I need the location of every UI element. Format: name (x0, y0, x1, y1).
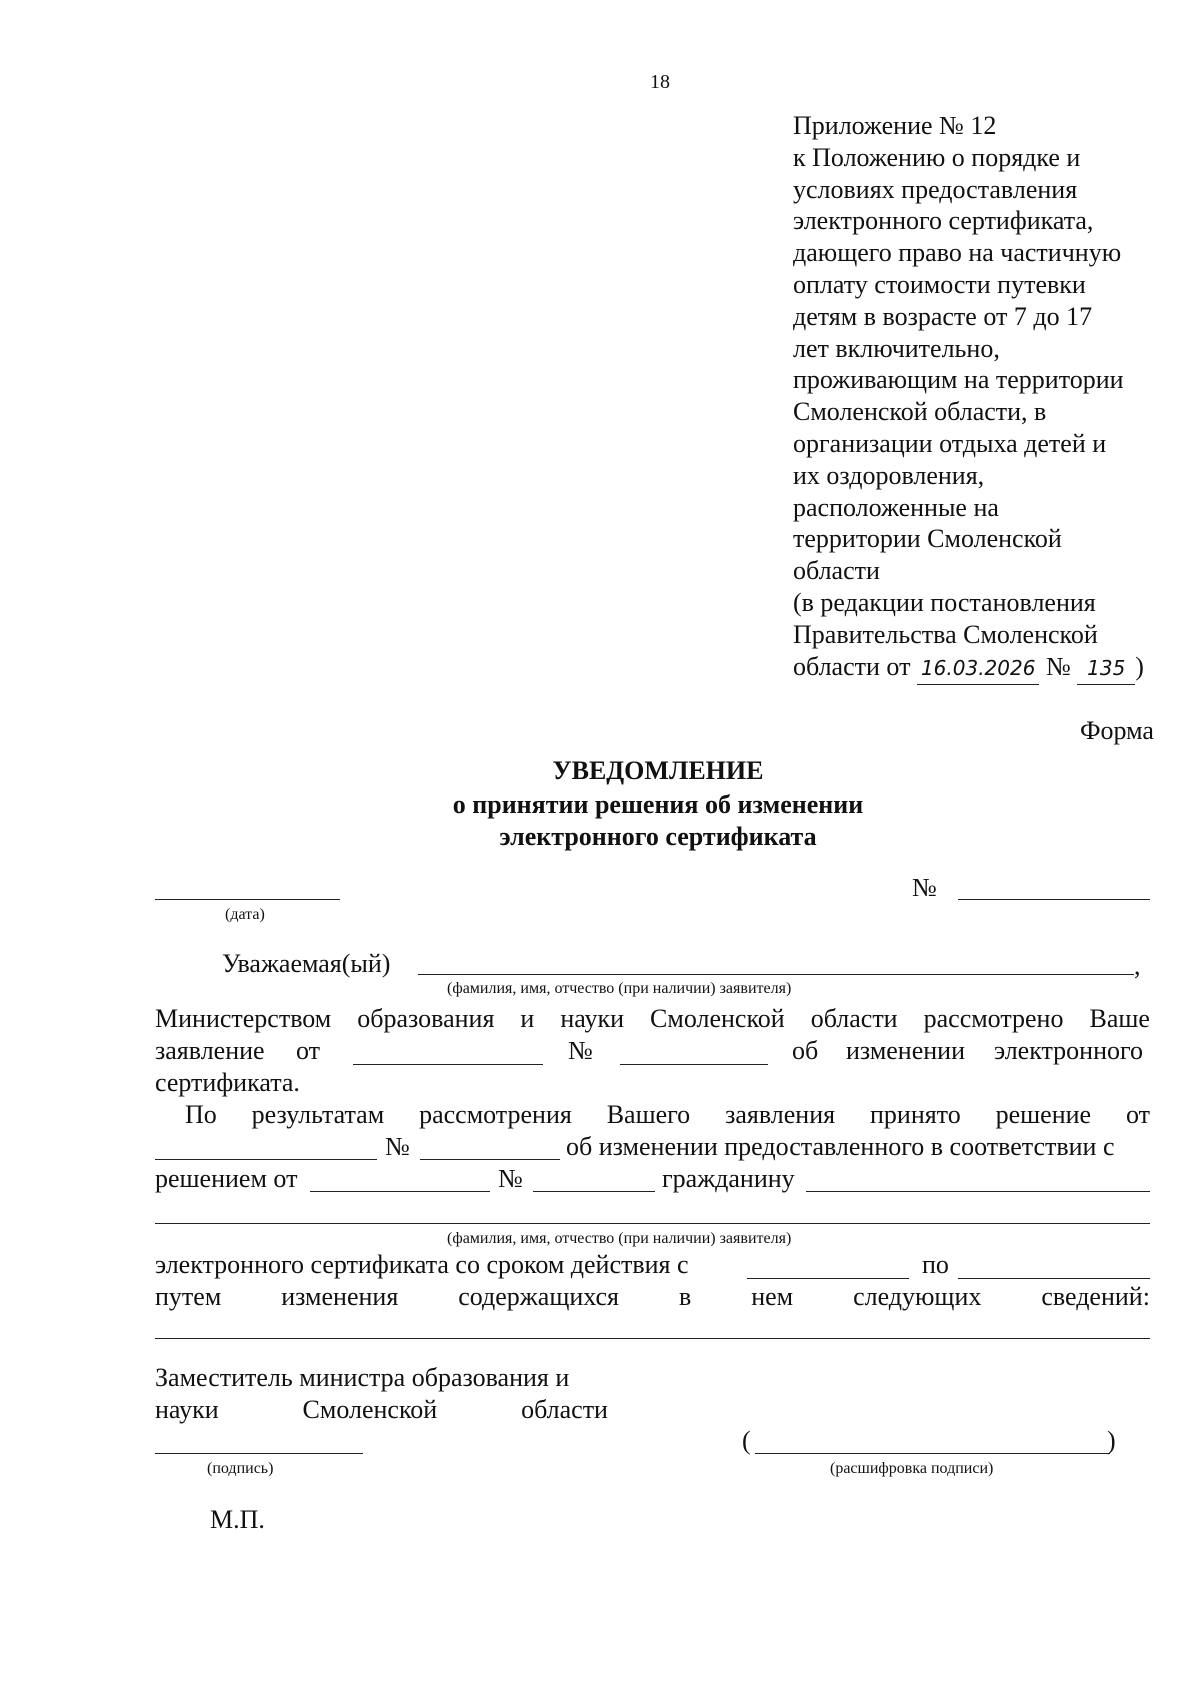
signatory-line-1: Заместитель министра образования и (155, 1363, 570, 1392)
para2-line-3-b: гражданину (662, 1164, 795, 1193)
para1-word: Министерством (155, 1004, 332, 1033)
decoding-open-paren: ( (742, 1426, 751, 1455)
decoding-close-paren: ) (1107, 1426, 1116, 1455)
para2-word: Вашего (606, 1100, 691, 1129)
para2-line-2-text: об изменении предоставленного в соответствии с (566, 1132, 1115, 1161)
appendix-line: условиях предоставления (793, 174, 1078, 204)
para1-word: и (520, 1004, 535, 1033)
greeting-comma: , (1134, 951, 1141, 980)
change-word: путем (155, 1282, 222, 1311)
handwritten-date: 16.03.2026 (917, 653, 1040, 686)
para1-word: Смоленской (650, 1004, 785, 1033)
appendix-line: лет включительно, (793, 333, 1000, 363)
para1-word: науки (560, 1004, 625, 1033)
appendix-line: детям в возрасте от 7 до 17 (793, 301, 1093, 331)
appendix-line: проживающим на территории (793, 365, 1124, 395)
date-caption: (дата) (225, 906, 265, 923)
notice-heading: УВЕДОМЛЕНИЕ (552, 756, 764, 785)
handwritten-number: 135 (1077, 653, 1135, 686)
change-word: нем (751, 1282, 794, 1311)
form-label: Форма (1080, 716, 1154, 745)
signature-caption: (подпись) (207, 1460, 274, 1477)
signature-line[interactable] (155, 1453, 363, 1454)
signature-decoding-line[interactable] (755, 1453, 1110, 1454)
decision-date-line[interactable] (155, 1159, 377, 1160)
appendix-block (793, 110, 1144, 685)
notice-number-sign: № (912, 873, 937, 902)
signatory-word: науки (155, 1395, 219, 1424)
para1-word: изменении (846, 1036, 966, 1065)
appendix-line: их оздоровления, (793, 460, 985, 490)
appendix-line: расположенные на (793, 492, 999, 522)
prior-decision-number-line[interactable] (533, 1191, 655, 1192)
validity-to-label: по (922, 1250, 949, 1279)
applicant-caption-2: (фамилия, имя, отчество (при наличии) заявителя) (447, 1230, 792, 1247)
para2-line-3-a: решением от (155, 1164, 298, 1193)
validity-to-line[interactable] (958, 1278, 1150, 1279)
applicant-name-line[interactable] (418, 974, 1134, 975)
para1-word: области (810, 1004, 898, 1033)
changes-details-line[interactable] (155, 1338, 1150, 1339)
signatory-line-2 (155, 1394, 608, 1426)
stamp-label: М.П. (210, 1505, 265, 1534)
notice-number-line[interactable] (958, 899, 1150, 900)
change-line (155, 1281, 1150, 1313)
appendix-line: территории Смоленской (793, 524, 1062, 554)
para1-line-3: сертификата. (155, 1068, 300, 1097)
para2-word: рассмотрения (419, 1100, 572, 1129)
para2-word: По (185, 1100, 217, 1129)
notice-subtitle-line-2: электронного сертификата (499, 822, 817, 851)
appendix-last-line (793, 651, 1144, 686)
appendix-line: Приложение № 12 (793, 111, 997, 140)
para2-word: решение (995, 1100, 1092, 1129)
appendix-line: организации отдыха детей и (793, 428, 1107, 458)
para1-word: от (296, 1036, 321, 1065)
para2-line-3-number-sign: № (498, 1164, 523, 1193)
citizen-name-full-line[interactable] (155, 1223, 1150, 1224)
para1-word: об (792, 1036, 819, 1065)
para2-line-1 (185, 1099, 1150, 1131)
appendix-line: (в редакции постановления (793, 587, 1096, 617)
application-number-line[interactable] (620, 1064, 768, 1065)
para1-word: образования (357, 1004, 495, 1033)
appendix-line: к Положению о порядке и (793, 142, 1081, 172)
greeting: Уважаемая(ый) (222, 949, 391, 978)
para2-word: от (1125, 1100, 1150, 1129)
appendix-number-sign: № (1045, 651, 1071, 681)
notice-subtitle-line-1: о принятии решения об изменении (452, 790, 864, 819)
para1-word: Ваше (1089, 1004, 1150, 1033)
application-date-line[interactable] (353, 1064, 543, 1065)
validity-from-line[interactable] (747, 1278, 909, 1279)
appendix-closing-paren: ) (1135, 651, 1144, 681)
para2-word: принято (869, 1100, 961, 1129)
para2-number-sign: № (385, 1132, 410, 1161)
para2-word: результатам (251, 1100, 385, 1129)
para2-word: заявления (725, 1100, 836, 1129)
appendix-line: дающего право на частичную (793, 238, 1122, 268)
signatory-word: области (521, 1395, 608, 1424)
change-word: изменения (281, 1282, 399, 1311)
change-word: сведений: (1041, 1282, 1150, 1311)
change-word: следующих (853, 1282, 982, 1311)
validity-text: электронного сертификата со сроком действия с (155, 1250, 689, 1279)
date-field-line[interactable] (155, 899, 340, 900)
para1-line-1 (155, 1003, 1150, 1035)
change-word: содержащихся (458, 1282, 619, 1311)
change-word: в (678, 1282, 692, 1311)
appendix-line: области (793, 556, 880, 586)
para1-word: рассмотрено (923, 1004, 1064, 1033)
citizen-name-line[interactable] (806, 1191, 1150, 1192)
decoding-caption: (расшифровка подписи) (830, 1460, 994, 1477)
appendix-last-prefix: области от (793, 651, 911, 681)
appendix-line: Смоленской области, в (793, 397, 1047, 427)
para1-word: заявление (155, 1036, 265, 1065)
page-number: 18 (650, 71, 670, 93)
prior-decision-date-line[interactable] (310, 1191, 490, 1192)
decision-number-line[interactable] (420, 1159, 560, 1160)
para1-number-sign: № (568, 1036, 593, 1065)
signatory-word: Смоленской (302, 1395, 438, 1424)
appendix-line: Правительства Смоленской (793, 619, 1098, 649)
appendix-line: оплату стоимости путевки (793, 269, 1086, 299)
applicant-caption: (фамилия, имя, отчество (при наличии) заявителя) (447, 980, 792, 997)
para1-word: электронного (994, 1036, 1144, 1065)
appendix-line: электронного сертификата, (793, 206, 1094, 236)
